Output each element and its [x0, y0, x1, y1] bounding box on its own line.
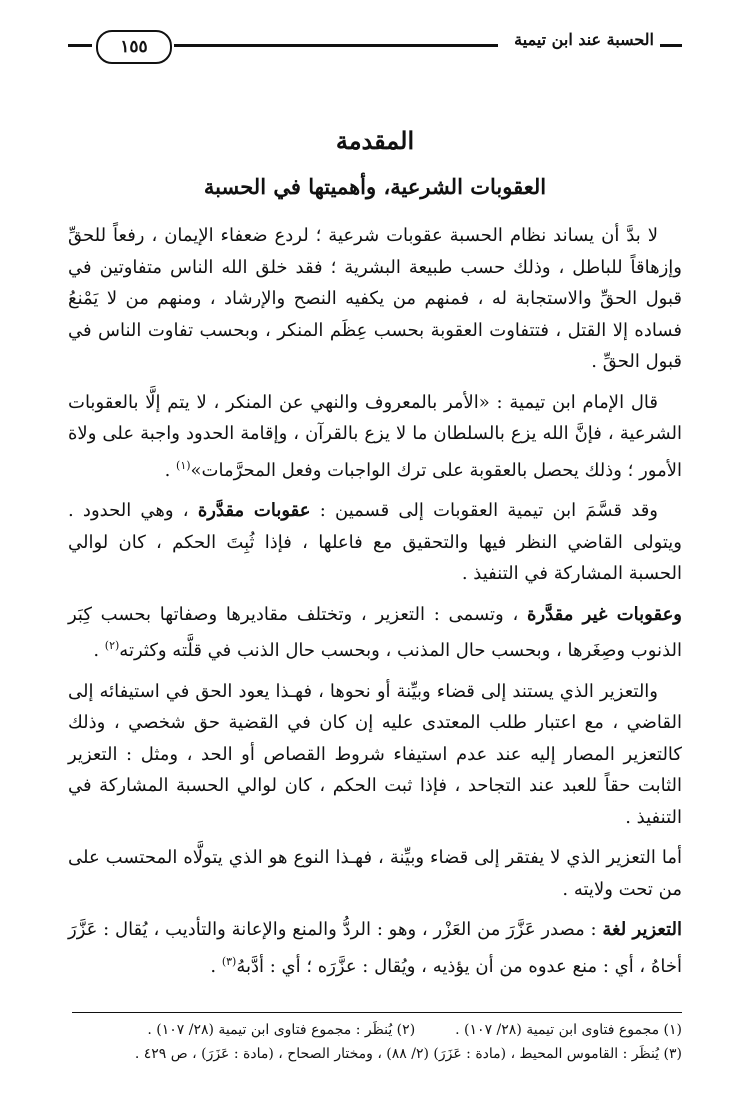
paragraph-4-end: . [93, 640, 105, 661]
footnote-1: (١) مجموع فتاوى ابن تيمية (٢٨/ ١٠٧) . [455, 1022, 682, 1038]
paragraph-4 [68, 599, 682, 667]
page-number: ١٥٥ [96, 30, 172, 64]
footnote-separator [72, 1012, 682, 1013]
term-fixed-punishments: عقوبات مقدَّرة [197, 500, 311, 521]
footnote-ref-2: (٢) [104, 639, 120, 652]
paragraph-7 [68, 914, 682, 982]
paragraph-3-rest: ، وهي الحدود . ويتولى القاضي النظر فيها والتحقيق مع فاعلها ، فإذا ثُبِتَ الحكم ، كان لوالي الحسبة المشاركة في التنفيذ . [68, 500, 682, 584]
header-rule-left [68, 44, 92, 47]
footnote-ref-3: (٣) [221, 954, 237, 968]
main-text [68, 220, 682, 991]
header-rule-middle [174, 44, 498, 47]
paragraph-5: والتعزير الذي يستند إلى قضاء وبيِّنة أو نحوها ، فهـذا يعود الحق في استيفائه إلى القاضي ، مع اعتبار طلب المعتدى عليه إن كان في القضية حق شخصي ، وذلك كالتعزير المصار إليه عند عدم استيفاء شروط القصاص أو الحد ، ومثل : التعزير الثابت حقاً للعبد عند التجاحد ، فإذا ثبت الحكم ، كان لوالي الحسبة المشاركة في التنفيذ . [68, 680, 682, 828]
section-title: المقدمة [335, 126, 415, 155]
paragraph-3-intro: وقد قسَّمَ ابن تيمية العقوبات إلى قسمين : [310, 500, 658, 521]
paragraph-3 [68, 495, 682, 590]
paragraph-4-rest: ، وتسمى : التعزير ، وتختلف مقاديرها وصفاتها بحسب كِبَر الذنوب وصِغَرها ، وبحسب حال المذنب ، وبحسب حال الذنب في قلَّته وكثرته [68, 603, 682, 661]
quote-text: قال الإمام ابن تيمية : «الأمر بالمعروف والنهي عن المنكر ، لا يتم إلَّا بالعقوبات الشرعية ، فإنَّ الله يزع بالسلطان ما لا يزع بالقرآن ، وإقامة الحدود واجبة على ولاة الأمور ؛ وذلك يحصل بالعقوبة على ترك الواجبات وفعل المحرَّمات» [68, 391, 682, 481]
footnote-2: (٢) يُنظَر : مجموع فتاوى ابن تيمية (٢٨/ ١٠٧) . [147, 1022, 416, 1038]
header-rule-right [660, 44, 682, 47]
term-tazir-linguistic: التعزير لغة [602, 919, 682, 940]
paragraph-7-rest: : مصدر عَزَّرَ من العَزْر ، وهو : الردُّ والمنع والإعانة والتأديب ، يُقال : عَزَّرَ أخاهُ ، أي : منع عدوه من أن يؤذيه ، ويُقال : عزَّرَه ؛ أي : أدَّبهُ [68, 919, 682, 977]
term-unfixed-punishments: وعقوبات غير مقدَّرة [527, 603, 682, 625]
paragraph-7-end: . [210, 955, 222, 977]
paragraph-2 [68, 387, 682, 487]
section-subtitle: العقوبات الشرعية، وأهميتها في الحسبة [203, 174, 547, 199]
footnotes [60, 1018, 682, 1066]
paragraph-1: لا بدَّ أن يساند نظام الحسبة عقوبات شرعية ؛ لردع ضعفاء الإيمان ، رفعاً للحقِّ وإزهاقاً للباطل ، وذلك حسب طبيعة البشرية ؛ فقد خلق الله الناس متفاوتين في قبول الحقِّ والاستجابة له ، فمنهم من يكفيه النصح والإرشاد ، ومنهم من لا يَمْنعُ فساده إلا القتل ، فتتفاوت العقوبة بحسب عِظَم المنكر ، وبحسب تفاوت الناس في قبول الحقِّ . [68, 225, 682, 372]
running-header-title: الحسبة عند ابن تيمية [514, 30, 654, 49]
footnote-3: (٣) يُنظَر : القاموس المحيط ، (مادة : عَزَرَ) (٢/ ٨٨) ، ومختار الصحاح ، (مادة : عَزَرَ) ، ص ٤٢٩ . [134, 1046, 682, 1062]
footnotes-row-1 [60, 1018, 682, 1042]
paragraph-6: أما التعزير الذي لا يفتقر إلى قضاء وبيِّنة ، فهـذا النوع هو الذي يتولَّاه المحتسب على من تحت ولايته . [68, 847, 682, 900]
paragraph-2-end: . [164, 459, 177, 481]
footnote-ref-1: (١) [176, 458, 191, 472]
